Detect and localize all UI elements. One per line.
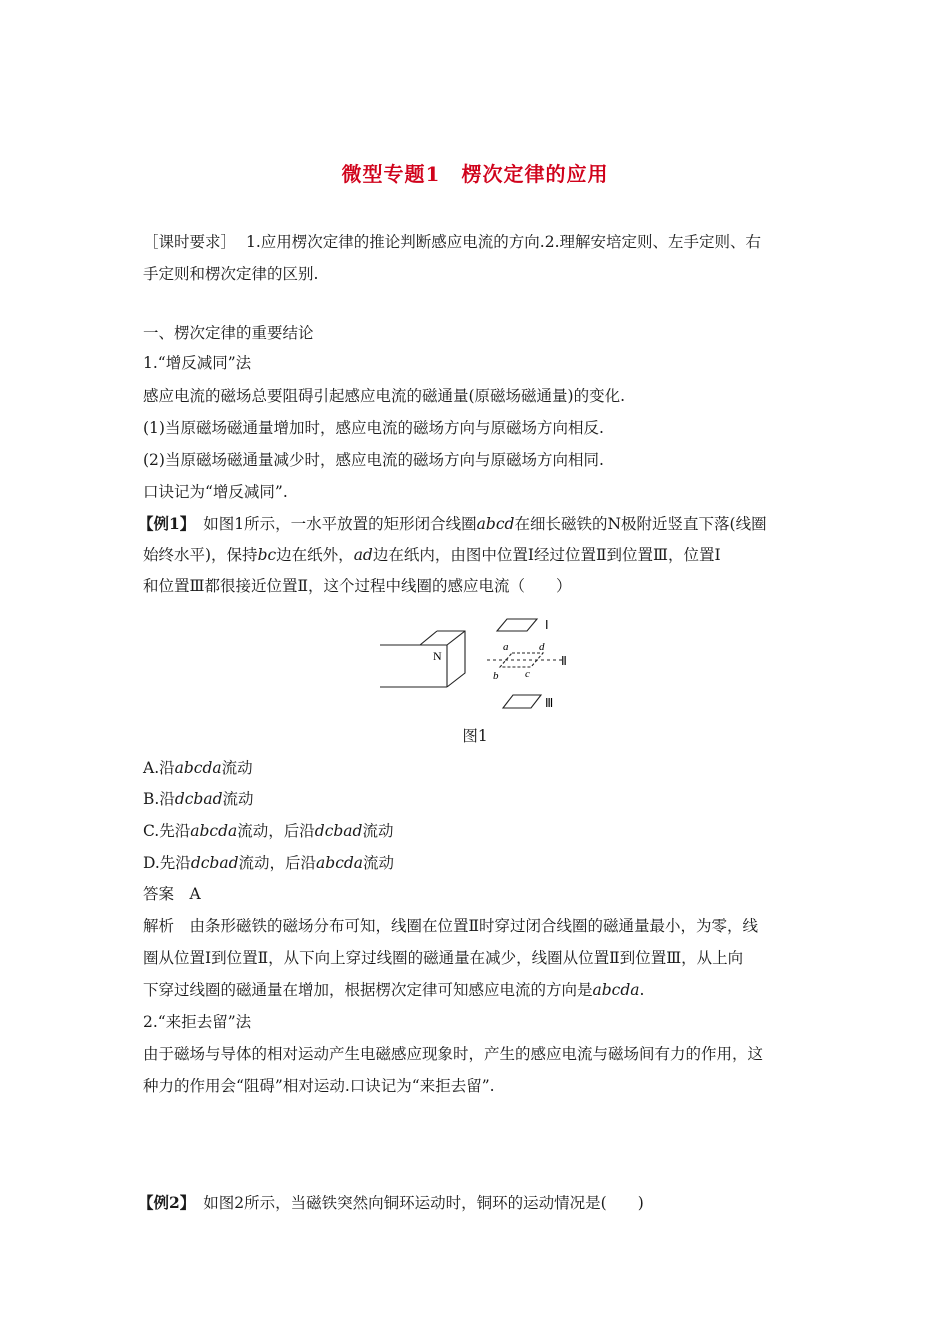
example1-line-1: 【例1】 如图1所示，一水平放置的矩形闭合线圈abcd在细长磁铁的N极附近竖直下落(线圈 [138,514,767,533]
magnet-top-edge [380,631,437,645]
corner-a-label: a [503,641,509,653]
paragraph-line: 种力的作用会“阻碍”相对运动.口诀记为“来拒去留”. [143,1077,495,1095]
example2-tag: 【例2】 [138,1193,196,1212]
paragraph-line: 感应电流的磁场总要阻碍引起感应电流的磁通量(原磁场磁通量)的变化. [143,387,626,405]
position-3-label: Ⅲ [545,696,554,710]
paragraph-line: 口诀记为“增反减同”. [143,483,288,501]
coil-position-3 [503,695,541,708]
corner-d-label: d [539,641,545,653]
coil-position-1 [497,619,537,631]
subsection-heading-2: 2.“来拒去留”法 [143,1013,252,1031]
option-c: C.先沿abcda流动，后沿dcbad流动 [143,822,394,840]
option-d: D.先沿dcbad流动，后沿abcda流动 [143,854,395,872]
course-requirements-line-1: ［课时要求］ 1.应用楞次定律的推论判断感应电流的方向.2.理解安培定则、左手定则、右 [143,233,762,251]
example2-line: 【例2】 如图2所示，当磁铁突然向铜环运动时，铜环的运动情况是( ) [138,1193,644,1212]
position-1-label: Ⅰ [545,618,549,632]
corner-c-label: c [525,668,530,680]
position-2-label: Ⅱ [561,654,567,668]
requirements-label: ［课时要求］ [143,233,237,251]
option-b: B.沿dcbad流动 [143,790,254,808]
magnet-n-label: N [433,649,442,663]
paragraph-line: (2)当原磁场磁通量减少时，感应电流的磁场方向与原磁场方向相同. [143,451,604,469]
option-a: A.沿abcda流动 [143,759,253,777]
paragraph-line: 由于磁场与导体的相对运动产生电磁感应现象时，产生的感应电流与磁场间有力的作用，这 [143,1045,764,1063]
course-requirements-line-2: 手定则和楞次定律的区别. [143,265,319,283]
example1-line-2: 始终水平)，保持bc边在纸外，ad边在纸内，由图中位置Ⅰ经过位置Ⅱ到位置Ⅲ，位置Ⅰ [143,546,721,564]
example1-tag: 【例1】 [138,514,196,533]
figure-1-caption: 图1 [462,727,488,745]
section-heading: 一、楞次定律的重要结论 [143,324,314,342]
analysis-line-3: 下穿过线圈的磁通量在增加，根据楞次定律可知感应电流的方向是abcda. [143,981,645,999]
corner-b-label: b [493,670,499,682]
example1-line-3: 和位置Ⅲ都很接近位置Ⅱ，这个过程中线圈的感应电流（ ） [143,577,572,595]
paragraph-line: (1)当原磁场磁通量增加时，感应电流的磁场方向与原磁场方向相反. [143,419,604,437]
analysis-line-2: 圈从位置Ⅰ到位置Ⅱ，从下向上穿过线圈的磁通量在减少，线圈从位置Ⅱ到位置Ⅲ，从上向 [143,949,744,967]
answer: 答案 A [143,885,201,903]
page-title: 微型专题1 楞次定律的应用 [341,162,609,186]
analysis-line-1: 解析 由条形磁铁的磁场分布可知，线圈在位置Ⅱ时穿过闭合线圈的磁通量最小，为零，线 [143,917,759,935]
figure-1-diagram [375,603,595,713]
subsection-heading-1: 1.“增反减同”法 [143,354,252,372]
